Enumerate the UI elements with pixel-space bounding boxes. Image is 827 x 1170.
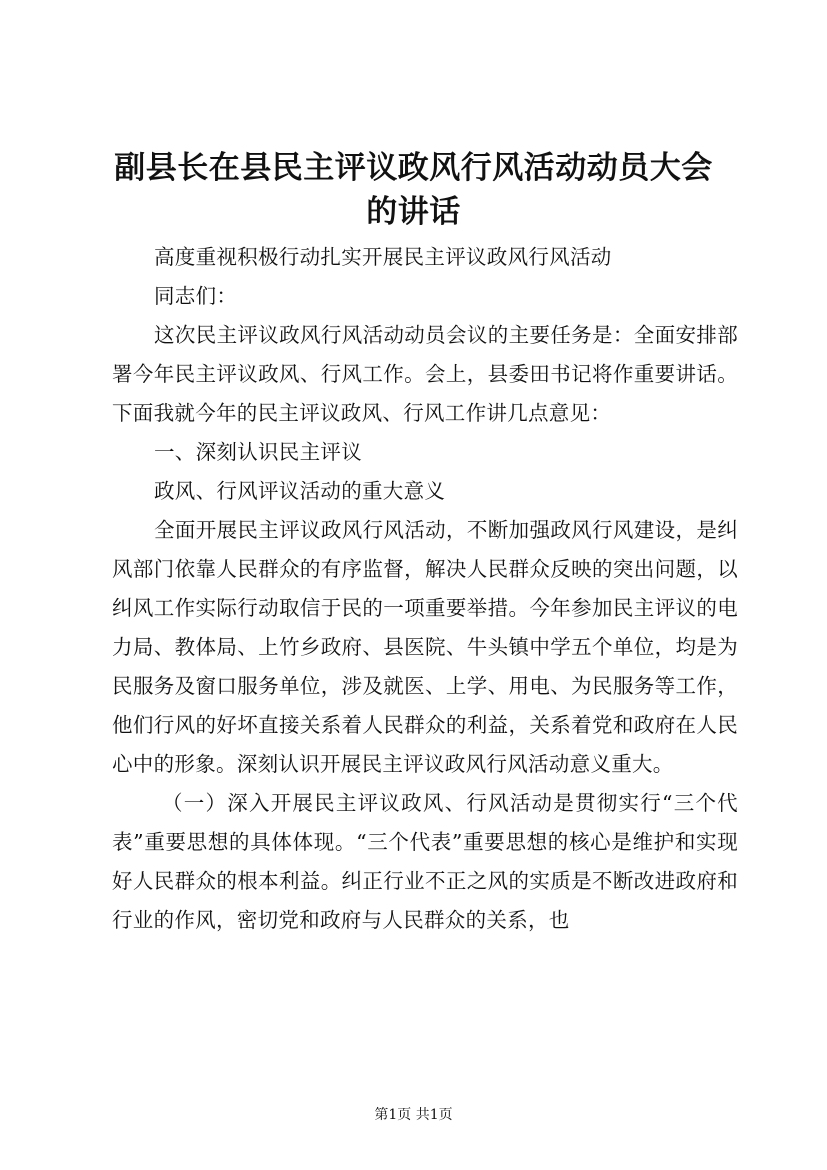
salutation-paragraph: 同志们：: [154, 284, 238, 308]
subsection-paragraph: （一）深入开展民主评议政风、行风活动是贯彻实行“三个代表”重要思想的具体体现。“三个代表”重要思想的核心是维护和实现好人民群众的根本利益。纠正行业不正之风的实质是不断改进政府和行业的作风，密切党和政府与人民群众的关系，也: [112, 791, 738, 932]
section-heading-1-continued: 政风、行风评议活动的重大意义: [154, 479, 446, 503]
page-number-footer: 第1页 共1页: [374, 1107, 453, 1123]
body-paragraph: 全面开展民主评议政风行风活动，不断加强政风行风建设，是纠风部门依靠人民群众的有序监督，解决人民群众反映的突出问题，以纠风工作实际行动取信于民的一项重要举措。今年参加民主评议的电力局、教体局、上竹乡政府、县医院、牛头镇中学五个单位，均是为民服务及窗口服务单位，涉及就医、上学、用电、为民服务等工作，他们行风的好坏直接关系着人民群众的利益，关系着党和政府在人民心中的形象。深刻认识开展民主评议政风行风活动意义重大。: [112, 518, 738, 776]
document-title: 副县长在县民主评议政风行风活动动员大会的讲话: [114, 150, 713, 230]
document-body: [112, 238, 738, 940]
section-heading-1: 一、深刻认识民主评议: [154, 440, 362, 464]
intro-paragraph: 这次民主评议政风行风活动动员会议的主要任务是：全面安排部署今年民主评议政风、行风工作。会上，县委田书记将作重要讲话。下面我就今年的民主评议政风、行风工作讲几点意见：: [112, 323, 738, 425]
subtitle-paragraph: 高度重视积极行动扎实开展民主评议政风行风活动: [154, 245, 612, 269]
